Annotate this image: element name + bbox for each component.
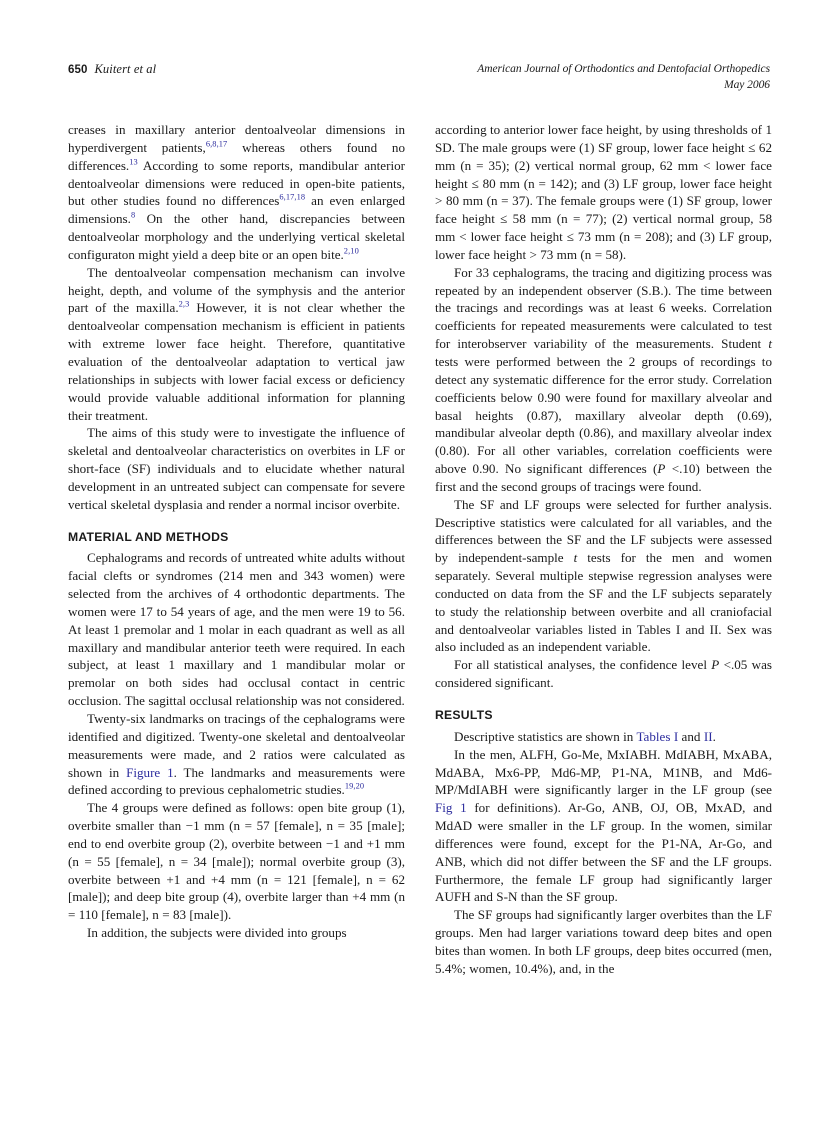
text-run: whereas others found no differences. [68, 139, 405, 173]
figure-link[interactable]: Fig 1 [435, 800, 467, 816]
text-run: and [678, 728, 704, 744]
reference-superscript: 8 [130, 210, 136, 220]
text-run: For 33 cephalograms, the tracing and digitizing process was repeated by an independent observer (S.B.). The time between the tracings and recordings was at least 6 weeks. Correlation coefficients for repeated measurements were calculated to test for interobserver variability of the measurements. Student [435, 264, 772, 352]
text-run: The dentoalveolar compensation mechanism can involve height, depth, and volume of the symphysis and the anterior part of the maxilla. [68, 264, 405, 316]
paragraph: Cephalograms and records of untreated white adults without facial clefts or syndromes (214 men and 343 women) were selected from the archives of 4 orthodontic departments. The women were 17 to 54 years of age, and the men were 19 to 56. At least 1 premolar and 1 molar in each quadrant as well as all maxillary and mandibular anterior teeth were required. In each subject, at least 1 maxillary and 1 mandibular molar or premolar on both sides had occlusal contact in centric occlusion. The sagittal occlusal relationship was not considered. [68, 550, 405, 709]
text-run: creases in maxillary anterior dentoalveolar dimensions in hyperdivergent patients, [68, 122, 405, 155]
italic-t: t [768, 336, 772, 352]
running-head-authors: Kuitert et al [94, 62, 157, 76]
paragraph [435, 656, 772, 692]
paragraph [68, 710, 405, 799]
spacer [68, 514, 405, 529]
table-link-2[interactable]: II [703, 728, 713, 744]
paragraph: In addition, the subjects were divided into groups [87, 925, 347, 941]
text-run: tests for the men and women separately. Several multiple stepwise regression analyses were conducted on data from the SF and the LF subjects separately to study the relationship between overbite and all craniofacial and dentoalveolar variables listed in Tables I and II. Sex was also included as an independent variable. [435, 550, 773, 655]
paragraph: The SF groups had significantly larger overbites than the LF groups. Men had larger variations toward deep bites and open bites than women. In both LF groups, deep bites occurred (men, 5.4%; women, 10.4%), and, in the [435, 907, 772, 976]
text-run: <.05 was considered significant. [435, 657, 772, 691]
text-run: . The landmarks and measurements were defined according to previous cephalometric studies. [68, 764, 406, 798]
text-run: However, it is not clear whether the dentoalveolar compensation mechanism is efficient in patients with extreme lower face height. Therefore, quantitative evaluation of the dentoalveolar adaptation to vertical jaw relationships in subjects with lower facial excess or deficiency would provide valuable additional information for planning their treatment. [68, 300, 405, 423]
reference-superscript: 13 [129, 157, 138, 167]
table-link-1[interactable]: Tables I [636, 728, 679, 744]
journal-title: American Journal of Orthodontics and Dentofacial Orthopedics [477, 63, 770, 75]
paragraph-continuation [68, 121, 405, 264]
text-run: The SF and LF groups were selected for further analysis. Descriptive statistics were calculated for all variables, and the differences between the SF and the LF subjects were assessed by independent-sample [435, 496, 772, 566]
text-run: For all statistical analyses, the confidence level [454, 657, 712, 673]
text-run: In the men, ALFH, Go-Me, MxIABH. MdIABH, MxABA, MdABA, Mx6-PP, Md6-MP, P1-NA, M1NB, and Md6-MP/MdIABH were significantly larger in the LF group (see [435, 746, 772, 798]
paragraph [435, 264, 772, 496]
text-run: According to some reports, mandibular anterior dentoalveolar dimensions were reduced in open-bite patients, but other studies found no differences [68, 157, 405, 209]
reference-superscript: 6,17,18 [279, 193, 306, 203]
column-left [68, 121, 405, 942]
column-right [435, 121, 772, 978]
spacer [435, 692, 772, 707]
text-run: <.10) between the first and the second groups of tracings were found. [435, 461, 772, 494]
reference-superscript: 6,8,17 [205, 139, 228, 149]
text-run: Twenty-six landmarks on tracings of the cephalograms were identified and digitized. Twenty-one skeletal and dentoalveolar measurements were made, and 2 ratios were calculated as shown in [68, 711, 405, 780]
running-head-left [68, 62, 156, 77]
text-run: On the other hand, discrepancies between dentoalveolar morphology and the underlying vertical skeletal configuraton might yield a deep bite or an open bite. [68, 211, 405, 262]
section-heading-results: RESULTS [435, 708, 493, 722]
italic-p: P [711, 657, 720, 673]
text-run: . [712, 728, 716, 744]
issue-date: May 2006 [724, 78, 770, 91]
italic-p: P [657, 461, 666, 477]
text-run: tests were performed between the 2 groups of recordings to detect any systematic difference for the error study. Correlation coefficients below 0.90 were found for maxillary alveolar and basal heights (0.87), maxillary alveolar depth (0.69), mandibular alveolar depth (0.86), and maxillary alveolar index (0.80). For all other variables, correlation coefficients were above 0.90. No significant differences ( [435, 353, 772, 477]
reference-superscript: 19,20 [344, 782, 365, 792]
paragraph [435, 496, 772, 657]
text-run: for definitions). Ar-Go, ANB, OJ, OB, MxAD, and MdAD were smaller in the LF group. In the women, similar differences were found, except for the P1-NA, Ar-Go, and ANB, which did not differ between the SF and the LF groups. Furthermore, the female LF group had significantly larger AUFH and S-N than the SF group. [435, 800, 772, 905]
text-run: Descriptive statistics are shown in [454, 728, 637, 744]
paragraph: The aims of this study were to investigate the influence of skeletal and dentoalveolar characteristics on overbites in LF or short-face (SF) individuals and to elucidate whether natural development in an untreated subject can compensate for severe vertical skeletal dysplasia and render a normal incisor overbite. [68, 425, 405, 512]
paragraph [435, 728, 772, 746]
reference-superscript: 2,3 [178, 300, 190, 310]
paragraph: The 4 groups were defined as follows: open bite group (1), overbite smaller than −1 mm (n = 57 [female], n = 35 [male]; end to end overbite group (2), overbite between −1 and +1 mm (n = 55 [female], n = 34 [male]); normal overbite group (3), overbite between +1 and +4 mm (n = 121 [female], n = 62 [male]); and deep bite group (4), overbite larger than +4 mm (n = 110 [female], n = 83 [male]). [68, 800, 405, 923]
running-head-right [477, 62, 770, 93]
paragraph-continuation: according to anterior lower face height, by using thresholds of 1 SD. The male groups were (1) SF group, lower face height ≤ 62 mm (n = 35); (2) vertical normal group, 62 mm < lower face height ≤ 80 mm (n = 142); and (3) LF group, lower face height > 80 mm (n = 37). The female groups were (1) SF group, lower face height ≤ 58 mm (n = 77); (2) vertical normal group, 58 mm < lower face height ≤ 73 mm (n = 208); and (3) LF group, lower face height > 73 mm (n = 58). [435, 122, 772, 262]
text-run: an even enlarged dimensions. [68, 193, 405, 227]
reference-superscript: 2,10 [343, 246, 359, 256]
italic-t: t [573, 550, 578, 566]
section-heading-material-and-methods: MATERIAL AND METHODS [68, 529, 229, 544]
running-head [68, 62, 770, 102]
figure-link[interactable]: Figure 1 [126, 764, 174, 780]
paragraph [435, 746, 772, 907]
page-number: 650 [68, 64, 88, 76]
paragraph [68, 264, 405, 425]
